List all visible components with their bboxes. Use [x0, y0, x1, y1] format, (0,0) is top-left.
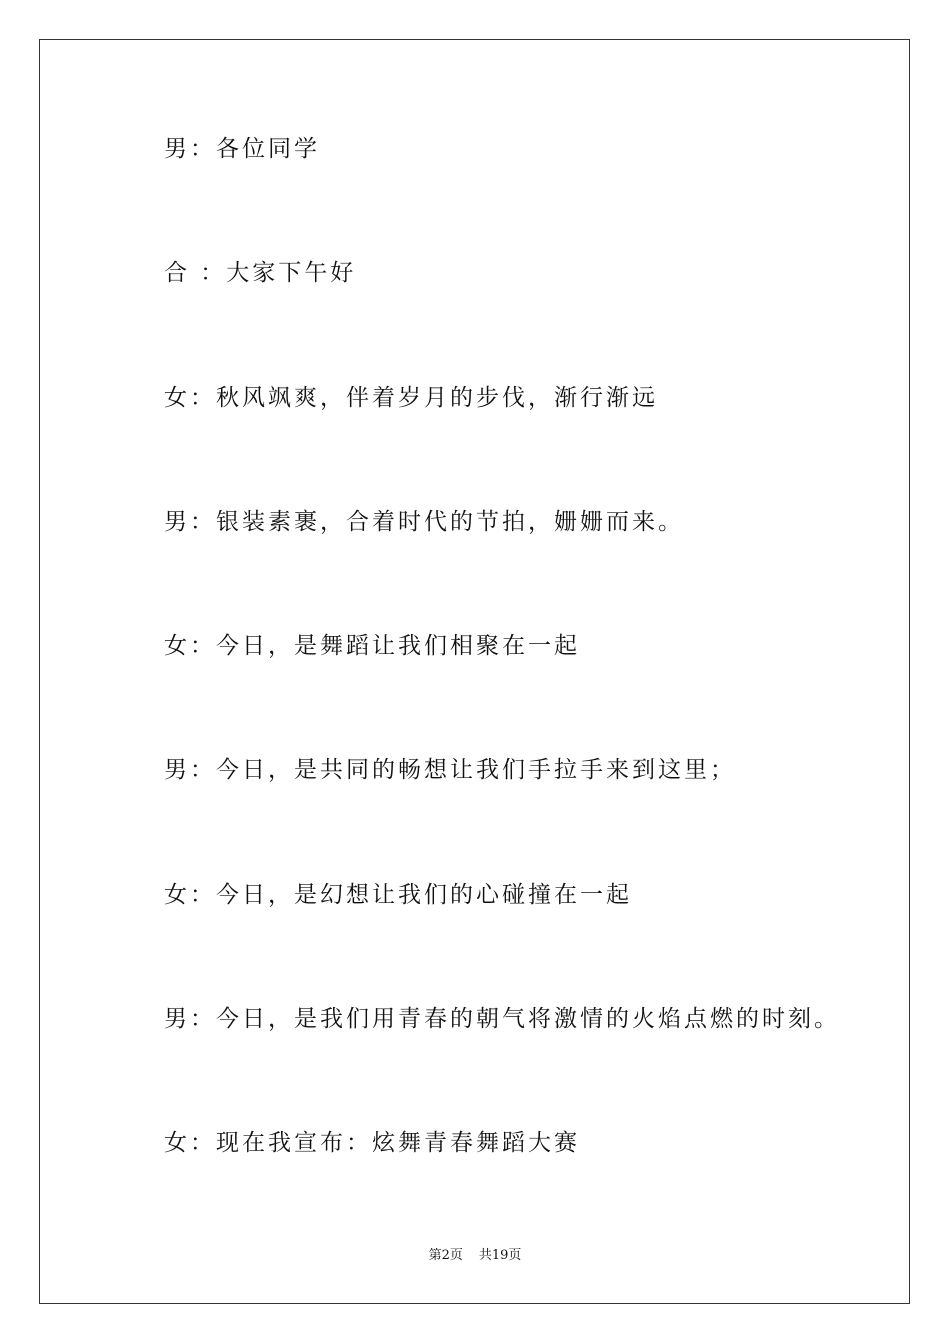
script-line-2: 合 ：大家下午好 — [164, 260, 357, 286]
script-line-1: 男：各位同学 — [164, 136, 320, 162]
script-line-4: 男：银装素裹，合着时代的节拍，姗姗而来。 — [164, 509, 684, 535]
script-line-6: 男：今日，是共同的畅想让我们手拉手来到这里； — [164, 757, 736, 783]
script-line-5: 女：今日，是舞蹈让我们相聚在一起 — [164, 633, 580, 659]
page-total: 共19页 — [478, 1248, 522, 1263]
page-number: 第2页 — [428, 1248, 463, 1263]
page-footer — [0, 1247, 950, 1265]
script-line-3: 女：秋风飒爽，伴着岁月的步伐，渐行渐远 — [164, 385, 658, 411]
script-line-8: 男：今日，是我们用青春的朝气将激情的火焰点燃的时刻。 — [164, 1006, 840, 1032]
page-border — [39, 39, 910, 1304]
script-line-7: 女：今日，是幻想让我们的心碰撞在一起 — [164, 882, 632, 908]
script-line-9: 女：现在我宣布：炫舞青春舞蹈大赛 — [164, 1130, 580, 1156]
